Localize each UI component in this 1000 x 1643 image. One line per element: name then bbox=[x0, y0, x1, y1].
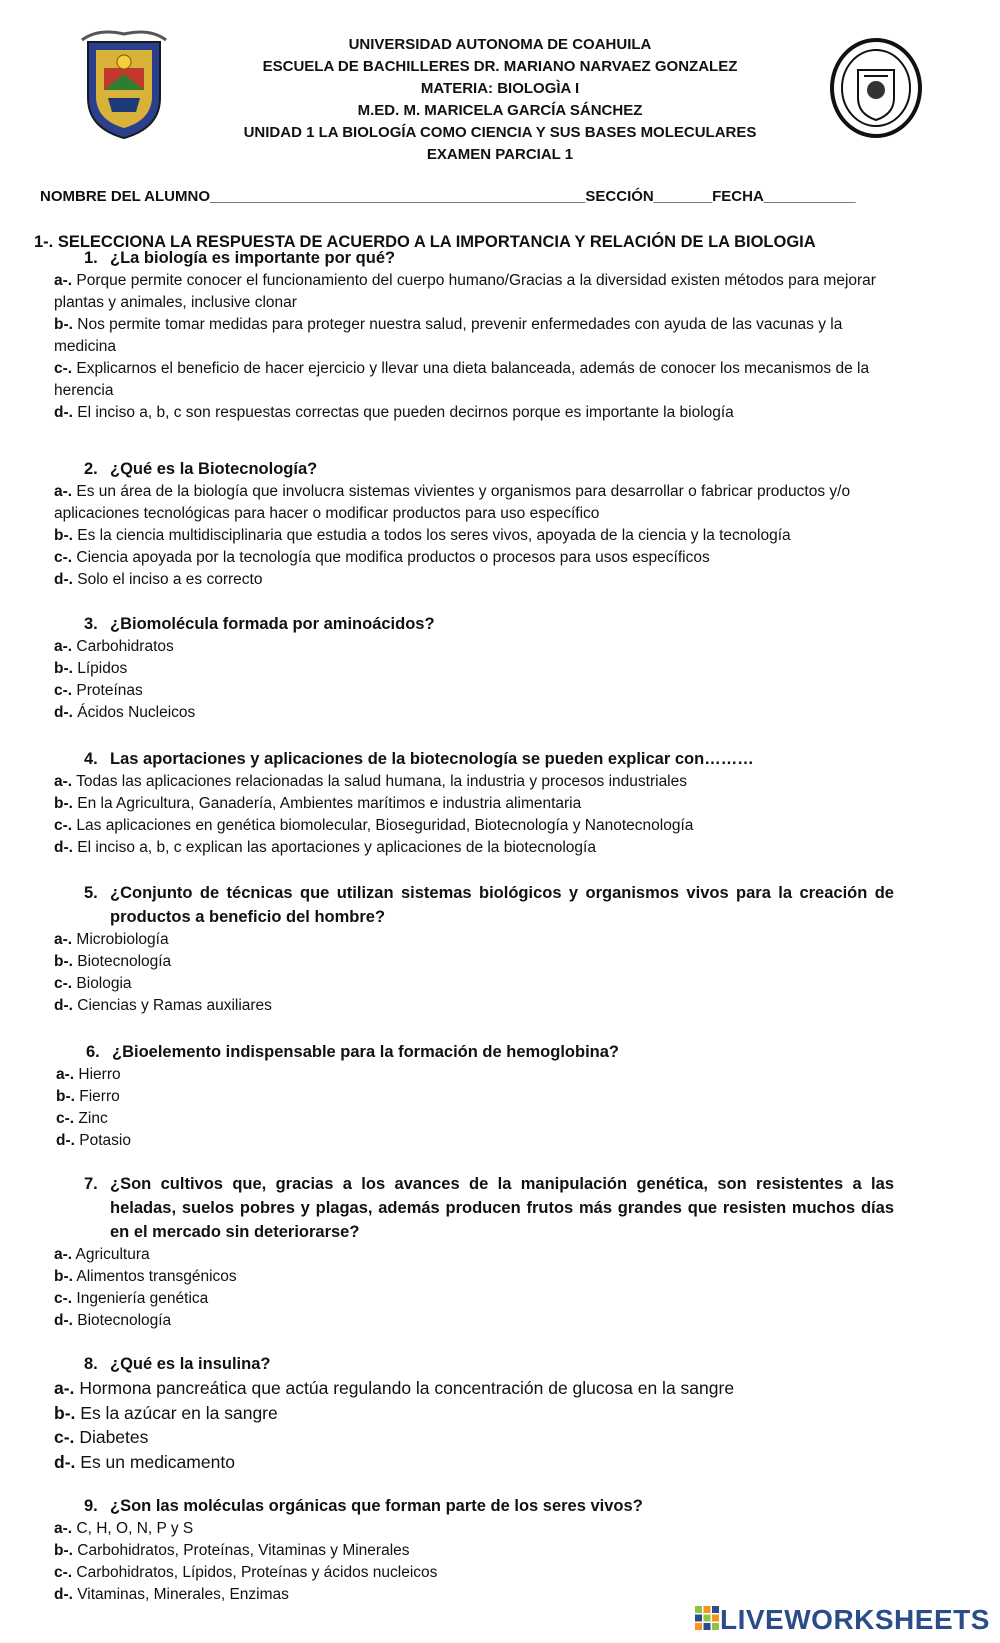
option-letter: d-. bbox=[54, 839, 73, 856]
answer-option[interactable] bbox=[54, 270, 894, 314]
option-letter: c-. bbox=[54, 975, 73, 992]
answer-option[interactable] bbox=[54, 569, 894, 591]
answer-option[interactable] bbox=[54, 314, 894, 358]
option-letter: a-. bbox=[54, 638, 73, 655]
question-number: 4. bbox=[84, 750, 98, 768]
answer-option[interactable] bbox=[54, 1310, 894, 1332]
answer-option[interactable] bbox=[54, 995, 894, 1017]
question-2 bbox=[54, 457, 894, 591]
answer-option[interactable] bbox=[54, 1562, 894, 1584]
header-line: UNIDAD 1 LA BIOLOGÍA COMO CIENCIA Y SUS BASES MOLECULARES bbox=[243, 124, 757, 141]
liveworksheets-wordmark: LIVEWORKSHEETS bbox=[720, 1604, 990, 1635]
answer-option[interactable] bbox=[54, 1450, 894, 1475]
option-text: Fierro bbox=[79, 1088, 120, 1105]
school-seal-logo bbox=[828, 36, 924, 140]
option-letter: b-. bbox=[54, 1268, 73, 1285]
option-text: Zinc bbox=[78, 1110, 108, 1127]
option-letter: a-. bbox=[56, 1066, 75, 1083]
option-text: Biotecnología bbox=[77, 1312, 172, 1329]
option-text: Agricultura bbox=[75, 1246, 150, 1263]
question-number: 6. bbox=[86, 1043, 100, 1061]
option-letter: c-. bbox=[56, 1110, 75, 1127]
option-letter: a-. bbox=[54, 773, 73, 790]
answer-option[interactable] bbox=[56, 1064, 896, 1086]
question-number: 1. bbox=[84, 249, 98, 267]
header-line: UNIVERSIDAD AUTONOMA DE COAHUILA bbox=[348, 36, 652, 53]
option-text: Potasio bbox=[79, 1132, 131, 1149]
option-text: Lípidos bbox=[77, 660, 128, 677]
answer-option[interactable] bbox=[54, 1288, 894, 1310]
question-number: 5. bbox=[84, 884, 98, 902]
option-letter: c-. bbox=[54, 1427, 75, 1447]
option-letter: a-. bbox=[54, 1520, 73, 1537]
answer-option[interactable] bbox=[54, 481, 894, 525]
question-9 bbox=[54, 1494, 894, 1606]
option-letter: c-. bbox=[54, 1564, 73, 1581]
option-letter: d-. bbox=[54, 571, 73, 588]
option-letter: a-. bbox=[54, 931, 73, 948]
header-line: EXAMEN PARCIAL 1 bbox=[426, 146, 574, 163]
question-number: 3. bbox=[84, 615, 98, 633]
section-instruction: 1-. SELECCIONA LA RESPUESTA DE ACUERDO A LA IMPORTANCIA Y RELACIÓN DE LA BIOLOGIA bbox=[34, 233, 816, 251]
option-text: Carbohidratos bbox=[76, 638, 174, 655]
option-text: Carbohidratos, Proteínas, Vitaminas y Minerales bbox=[77, 1542, 410, 1559]
answer-option[interactable] bbox=[54, 358, 894, 402]
option-letter: b-. bbox=[54, 660, 73, 677]
option-text: Explicarnos el beneficio de hacer ejercicio y llevar una dieta balanceada, además de conocer los mecanismos de la herencia bbox=[54, 360, 870, 399]
answer-option[interactable] bbox=[54, 658, 894, 680]
option-text: Vitaminas, Minerales, Enzimas bbox=[77, 1586, 289, 1603]
question-number: 9. bbox=[84, 1497, 98, 1515]
option-text: Ingeniería genética bbox=[76, 1290, 209, 1307]
option-letter: c-. bbox=[54, 549, 73, 566]
question-text: ¿Bioelemento indispensable para la formación de hemoglobina? bbox=[112, 1043, 620, 1061]
option-text: Las aplicaciones en genética biomolecular, Bioseguridad, Biotecnología y Nanotecnología bbox=[76, 817, 694, 834]
option-text: Es la azúcar en la sangre bbox=[80, 1402, 278, 1423]
option-text: Proteínas bbox=[76, 682, 143, 699]
option-letter: d-. bbox=[54, 1312, 73, 1329]
option-text: Carbohidratos, Lípidos, Proteínas y ácidos nucleicos bbox=[76, 1564, 438, 1581]
option-text: Ciencia apoyada por la tecnología que modifica productos o procesos para usos específicos bbox=[76, 549, 710, 566]
header-line: MATERIA: BIOLOGÌA I bbox=[420, 80, 580, 97]
option-text: C, H, O, N, P y S bbox=[76, 1520, 194, 1537]
option-text: Hormona pancreática que actúa regulando la concentración de glucosa en la sangre bbox=[79, 1378, 735, 1398]
option-text: Es la ciencia multidisciplinaria que estudia a todos los seres vivos, apoyada de la ciencia y la tecnología bbox=[77, 527, 791, 544]
option-text: Solo el inciso a es correcto bbox=[77, 571, 263, 588]
answer-option[interactable] bbox=[54, 815, 894, 837]
question-text: ¿Qué es la insulina? bbox=[110, 1355, 271, 1373]
option-text: Es un área de la biología que involucra sistemas vivientes y organismos para desarrollar o fabricar productos y/o aplicaciones tecnológicas para hacer o modificar productos para uso específico bbox=[54, 483, 851, 522]
answer-option[interactable] bbox=[56, 1086, 896, 1108]
answer-option[interactable] bbox=[54, 402, 894, 424]
question-number: 8. bbox=[84, 1355, 98, 1373]
option-letter: b-. bbox=[54, 316, 73, 333]
answer-option[interactable] bbox=[54, 1401, 894, 1426]
option-letter: c-. bbox=[54, 1290, 73, 1307]
question-text: Las aportaciones y aplicaciones de la biotecnología se pueden explicar con……… bbox=[110, 750, 754, 768]
question-3 bbox=[54, 612, 894, 724]
option-letter: a-. bbox=[54, 1246, 73, 1263]
option-text: Biologia bbox=[76, 975, 132, 992]
option-letter: b-. bbox=[54, 953, 73, 970]
option-text: Todas las aplicaciones relacionadas la salud humana, la industria y procesos industriales bbox=[76, 773, 687, 790]
liveworksheets-brand[interactable] bbox=[694, 1604, 990, 1636]
question-1 bbox=[54, 246, 894, 424]
option-text: Microbiología bbox=[76, 931, 169, 948]
option-text: Diabetes bbox=[79, 1427, 149, 1447]
option-text: Ácidos Nucleicos bbox=[77, 704, 196, 721]
question-text: ¿Son cultivos que, gracias a los avances de la manipulación genética, son resistentes a las heladas, suelos pobres y plagas, además producen frutos más grandes que resisten muchos días en el mercado sin deteriorarse? bbox=[110, 1175, 894, 1241]
question-text: ¿Conjunto de técnicas que utilizan sistemas biológicos y organismos vivos para la creación de productos a beneficio del hombre? bbox=[110, 884, 894, 926]
option-letter: a-. bbox=[54, 1378, 75, 1398]
question-number: 2. bbox=[84, 460, 98, 478]
option-text: Hierro bbox=[78, 1066, 121, 1083]
answer-option[interactable] bbox=[56, 1108, 896, 1130]
header-line: ESCUELA DE BACHILLERES DR. MARIANO NARVAEZ GONZALEZ bbox=[262, 58, 738, 75]
answer-option[interactable] bbox=[54, 1584, 894, 1606]
option-text: Biotecnología bbox=[77, 953, 172, 970]
option-letter: a-. bbox=[54, 272, 73, 289]
question-number: 7. bbox=[84, 1175, 98, 1193]
liveworksheets-icon bbox=[694, 1605, 720, 1636]
answer-option[interactable] bbox=[54, 636, 894, 658]
answer-option[interactable] bbox=[54, 1540, 894, 1562]
option-text: El inciso a, b, c son respuestas correctas que pueden decirnos porque es importante la biología bbox=[77, 404, 734, 421]
option-text: Nos permite tomar medidas para proteger nuestra salud, prevenir enfermedades con ayuda de las vacunas y la medicina bbox=[54, 316, 843, 355]
answer-option[interactable] bbox=[54, 1244, 894, 1266]
header-line: M.ED. M. MARICELA GARCÍA SÁNCHEZ bbox=[357, 102, 643, 119]
option-letter: b-. bbox=[54, 1402, 76, 1423]
answer-option[interactable] bbox=[54, 929, 894, 951]
option-letter: c-. bbox=[54, 817, 73, 834]
option-letter: b-. bbox=[56, 1088, 75, 1105]
option-letter: d-. bbox=[54, 404, 73, 421]
option-text: Ciencias y Ramas auxiliares bbox=[77, 997, 272, 1014]
question-7 bbox=[54, 1172, 894, 1332]
question-5 bbox=[54, 881, 894, 1017]
option-letter: c-. bbox=[54, 682, 73, 699]
question-4 bbox=[54, 747, 894, 859]
option-letter: d-. bbox=[54, 997, 73, 1014]
answer-option[interactable] bbox=[54, 1425, 894, 1450]
answer-option[interactable] bbox=[54, 1376, 894, 1401]
question-8 bbox=[54, 1352, 894, 1474]
option-letter: b-. bbox=[54, 527, 73, 544]
answer-option[interactable] bbox=[56, 1130, 896, 1152]
answer-option[interactable] bbox=[54, 1518, 894, 1540]
option-letter: b-. bbox=[54, 1542, 73, 1559]
option-text: Porque permite conocer el funcionamiento del cuerpo humano/Gracias a la diversidad existen métodos para mejorar plantas y animales, inclusive clonar bbox=[54, 272, 876, 311]
answer-option[interactable] bbox=[54, 771, 894, 793]
option-letter: a-. bbox=[54, 483, 73, 500]
answer-option[interactable] bbox=[54, 680, 894, 702]
option-text: Alimentos transgénicos bbox=[76, 1268, 237, 1285]
option-letter: c-. bbox=[54, 360, 73, 377]
option-letter: d-. bbox=[54, 1451, 76, 1472]
answer-option[interactable] bbox=[54, 702, 894, 724]
answer-option[interactable] bbox=[54, 1266, 894, 1288]
option-text: El inciso a, b, c explican las aportaciones y aplicaciones de la biotecnología bbox=[77, 839, 596, 856]
option-text: En la Agricultura, Ganadería, Ambientes marítimos e industria alimentaria bbox=[77, 795, 582, 812]
option-text: Es un medicamento bbox=[80, 1451, 235, 1472]
answer-option[interactable] bbox=[54, 951, 894, 973]
option-letter: d-. bbox=[54, 1586, 73, 1603]
option-letter: b-. bbox=[54, 795, 73, 812]
answer-option[interactable] bbox=[54, 973, 894, 995]
question-text: ¿La biología es importante por qué? bbox=[110, 249, 396, 267]
student-info-line[interactable]: NOMBRE DEL ALUMNO_____________________________________________SECCIÓN_______FECHA___________ bbox=[40, 188, 856, 205]
answer-option[interactable] bbox=[54, 525, 894, 547]
option-letter: d-. bbox=[56, 1132, 75, 1149]
answer-option[interactable] bbox=[54, 547, 894, 569]
question-text: ¿Son las moléculas orgánicas que forman parte de los seres vivos? bbox=[110, 1497, 643, 1515]
question-6 bbox=[56, 1040, 896, 1152]
question-text: ¿Qué es la Biotecnología? bbox=[110, 460, 318, 478]
answer-option[interactable] bbox=[54, 837, 894, 859]
option-letter: d-. bbox=[54, 704, 73, 721]
question-text: ¿Biomolécula formada por aminoácidos? bbox=[110, 615, 435, 633]
answer-option[interactable] bbox=[54, 793, 894, 815]
